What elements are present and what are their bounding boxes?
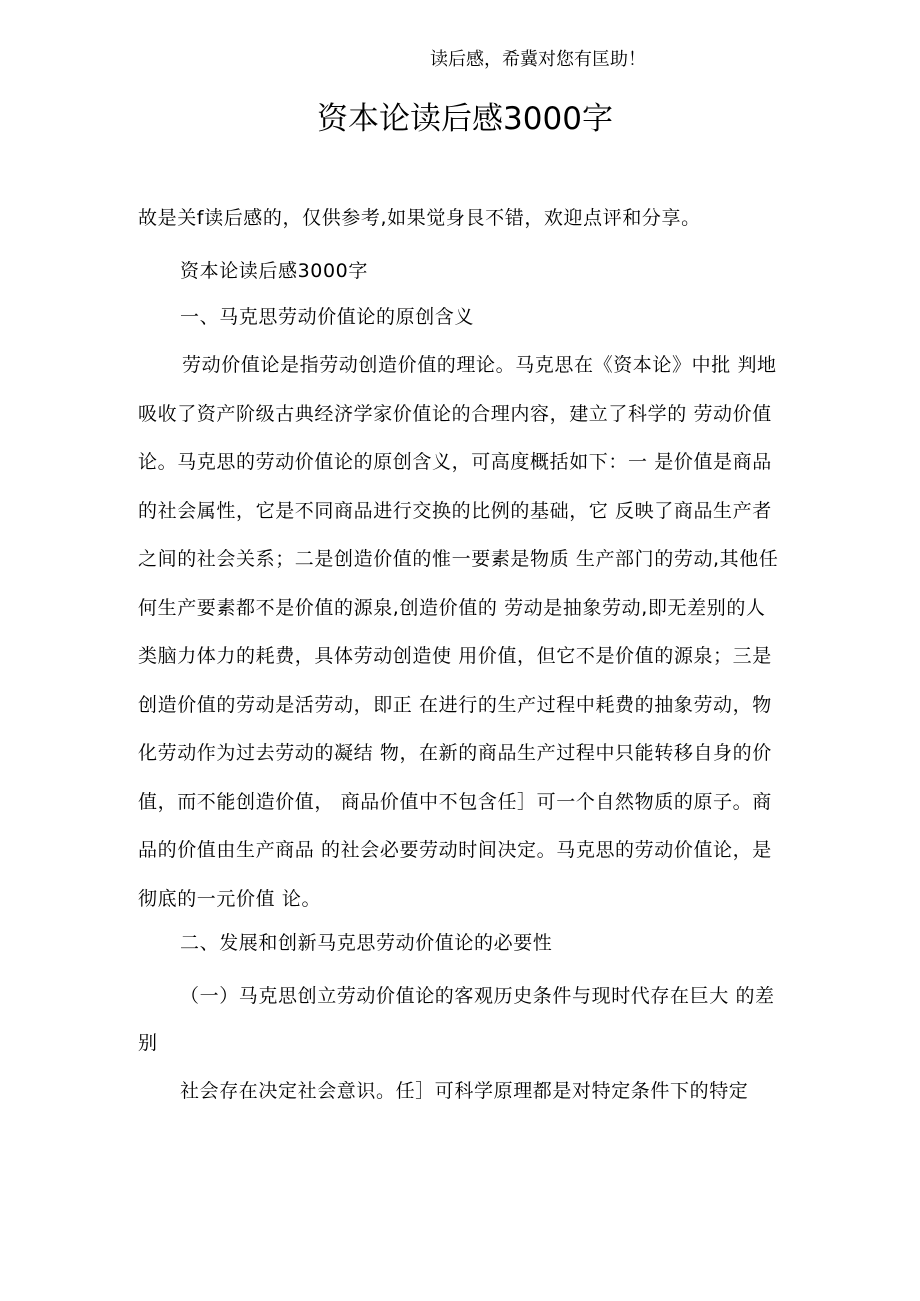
document-title: 资本论读后感3000字 bbox=[317, 101, 613, 137]
paragraph-line: 品的价值由生产商品 的社会必要劳动时间决定。马克思的劳动价值论，是 bbox=[138, 839, 772, 861]
paragraph-line: 之间的社会关系；二是创造价值的惟一要素是物质 生产部门的劳动,其他任 bbox=[138, 548, 779, 570]
paragraph-2: 社会存在决定社会意识。任］可科学原理都是对特定条件下的特定 bbox=[180, 1080, 749, 1102]
paragraph-line: 彻底的一元价值 论。 bbox=[138, 887, 322, 910]
paragraph-line: 创造价值的劳动是活劳动，即正 在进行的生产过程中耗费的抽象劳动，物 bbox=[138, 693, 772, 716]
paragraph-line: 化劳动作为过去劳动的凝结 物，在新的商品生产过程中只能转移自身的价 bbox=[138, 742, 772, 764]
paragraph-1 bbox=[138, 352, 798, 934]
subsection1-heading: （一）马克思创立劳动价值论的客观历史条件与现时代存在巨大 的差 bbox=[180, 985, 775, 1007]
intro-text: 故是关f读后感的，仅供参考,如果觉身艮不错，欢迎点评和分享。 bbox=[138, 207, 701, 229]
paragraph-line: 何生产要素都不是价值的源泉,创造价值的 劳动是抽象劳动,即无差别的人 bbox=[138, 596, 766, 619]
paragraph-line: 类脑力体力的耗费，具体劳动创造使 用价值，但它不是价值的源泉；三是 bbox=[138, 645, 772, 667]
section2-heading: 二、发展和创新马克思劳动价值论的必要性 bbox=[180, 932, 553, 954]
header-note: 读后感，希冀对您有匡助！ bbox=[430, 49, 646, 70]
subtitle: 资本论读后感3000字 bbox=[180, 260, 368, 282]
section1-heading: 一、马克思劳动价值论的原创含义 bbox=[180, 306, 475, 328]
paragraph-line: 吸收了资产阶级古典经济学家价值论的合理内容，建立了科学的 劳动价值 bbox=[138, 402, 772, 425]
paragraph-line: 论。马克思的劳动价值论的原创含义，可高度概括如下：一 是价值是商品 bbox=[138, 451, 772, 473]
subsection1-heading-cont: 别 bbox=[138, 1032, 158, 1054]
paragraph-line: 值，而不能创造价值， 商品价值中不包含任］可一个自然物质的原子。商 bbox=[138, 790, 772, 813]
paragraph-line: 劳动价值论是指劳动创造价值的理论。马克思在《资本论》中批 判地 bbox=[182, 354, 777, 376]
paragraph-line: 的社会属性，它是不同商品进行交换的比例的基础，它 反映了商品生产者 bbox=[138, 499, 772, 522]
